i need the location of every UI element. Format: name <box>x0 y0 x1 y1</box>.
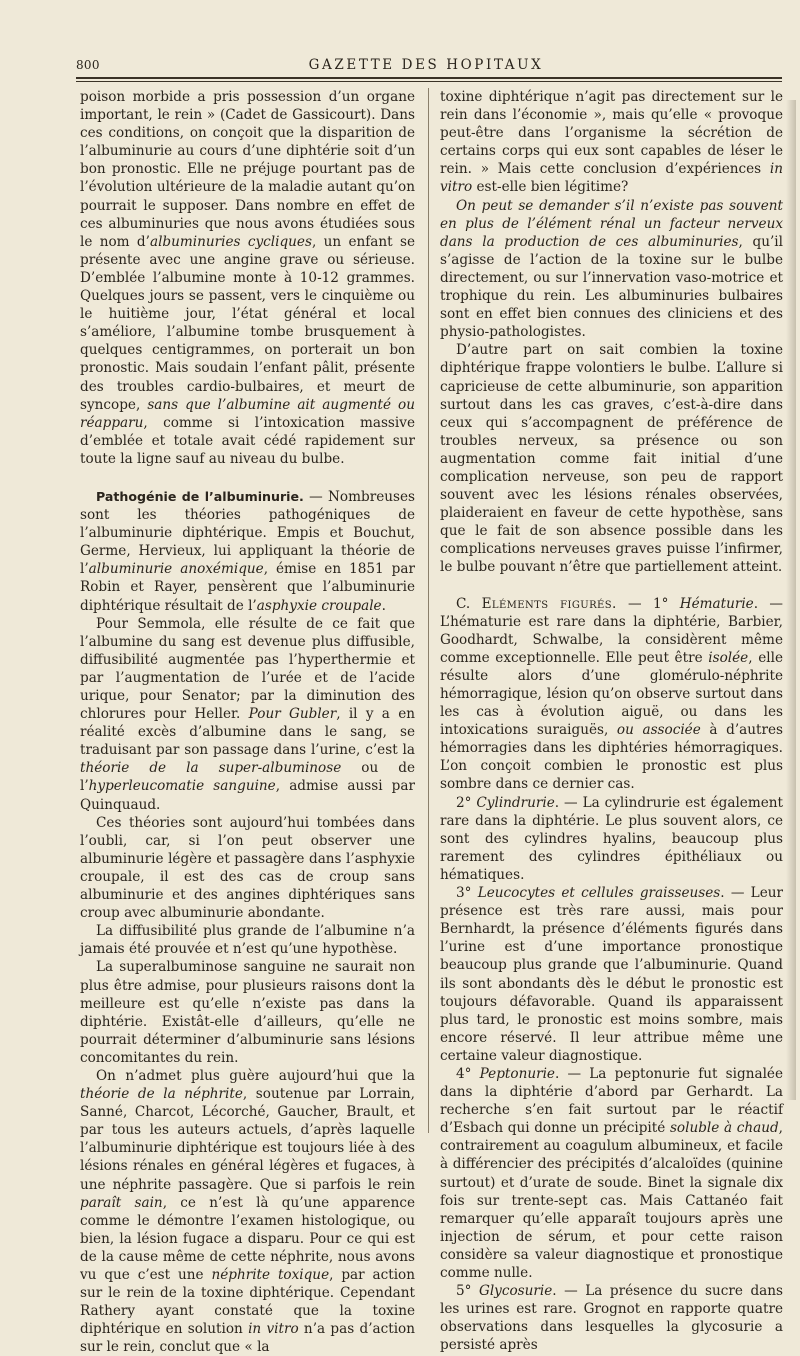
paragraph-pathogenie: Pathogénie de l’albuminurie. — Nombreuses sont les théories pathogéniques de l’albuminurie diphtérique. Empis et Bouchut, Germe, Hervieux, lui appliquant la théorie de l’albuminurie anoxémique, émise en 1851 par Robin et Rayer, pensèrent que l’albuminurie diphtérique résultait de l’asphyxie croupale. <box>80 488 415 614</box>
paragraph: On peut se demander s’il n’existe pas souvent en plus de l’élément rénal un facteur nerveux dans la production de ces albuminuries, qu’il s’agisse de l’action de la toxine sur le bulbe directement, ou sur l’innervation vaso-motrice et trophique du rein. Les albuminuries bulbaires sont en effet bien connues des cliniciens et des physio-pathologistes. <box>440 197 783 341</box>
paragraph: 2° Cylindrurie. — La cylindrurie est également rare dans la diphtérie. Le plus souvent alors, ce sont des cylindres hyalins, beaucoup plus rarement des cylindres épithéliaux ou hématiques. <box>440 794 783 883</box>
header-rule-thick <box>76 77 782 79</box>
page-number: 800 <box>76 58 100 72</box>
right-column <box>440 88 783 1354</box>
paragraph: Ces théories sont aujourd’hui tombées dans l’oubli, car, si l’on peut observer une albuminurie légère et passagère dans l’asphyxie croupale, il est des cas de croup sans albuminurie et des angines diphtériques sans croup avec albuminurie abondante. <box>80 814 415 922</box>
left-column <box>80 88 415 1356</box>
header-rule-thin <box>76 81 782 82</box>
page-header <box>76 52 776 76</box>
section-heading: Eléments figurés. <box>481 595 617 612</box>
paragraph: toxine diphtérique n’agit pas directement sur le rein dans l’économie », mais qu’elle « provoque peut-être dans l’organisme la sécrétion de certains corps qui eux sont capables de léser le rein. » Mais cette conclusion d’expériences in vitro est-elle bien légitime? <box>440 89 783 196</box>
paragraph-elements-figures: C. Eléments figurés. — 1° Hématurie. — L’hématurie est rare dans la diphtérie, Barbier, Goodhardt, Schwalbe, la considèrent même comme exceptionnelle. Elle peut être isolée, elle résulte alors d’une glomérulo-néphrite hémorragique, lésion qu’on observe surtout dans les cas à évolution aiguë, ou dans les intoxications suraiguës, ou associée à d’autres hémorragies dans les diphtéries hémorragiques. L’on conçoit combien le pronostic est plus sombre dans ce dernier cas. <box>440 595 783 793</box>
page-edge-shadow <box>786 100 796 1100</box>
paragraph: On n’admet plus guère aujourd’hui que la théorie de la néphrite, soutenue par Lorrain, Sanné, Charcot, Lécorché, Gaucher, Brault, et par tous les auteurs actuels, d’après laquelle l’albuminurie diphtérique est toujours liée à des lésions rénales en général légères et fugaces, à une néphrite passagère. Que si parfois le rein paraît sain, ce n’est là qu’une apparence comme le démontre l’examen histologique, ou bien, la lésion fugace a disparu. Pour ce qui est de la cause même de cette néphrite, nous avons vu que c’est une néphrite toxique, par action sur le rein de la toxine diphtérique. Cependant Rathery ayant constaté que la toxine diphtérique en solution in vitro n’a pas d’action sur le rein, conclut que « la <box>80 1067 415 1356</box>
paragraph: 3° Leucocytes et cellules graisseuses. — Leur présence est très rare aussi, mais pour Bernhardt, la présence d’éléments figurés dans l’urine est d’une importance pronostique beaucoup plus grande que l’albuminurie. Quand ils sont abondants dès le début le pronostic est toujours défavorable. Quand ils apparaissent plus tard, le pronostic est moins sombre, mais encore réservé. Il leur attribue même une certaine valeur diagnostique. <box>440 885 783 1064</box>
section-heading: Pathogénie de l’albuminurie. <box>96 488 304 504</box>
paragraph: La diffusibilité plus grande de l’albumine n’a jamais été prouvée et n’est qu’une hypothèse. <box>80 923 415 958</box>
paragraph: 5° Glycosurie. — La présence du sucre dans les urines est rare. Grognot en rapporte quatre observations dans lesquelles la glycosurie a persisté après <box>440 1283 783 1354</box>
column-divider <box>428 88 429 1133</box>
paragraph: La superalbuminose sanguine ne saurait non plus être admise, pour plusieurs raisons dont la meilleure est qu’elle n’existe pas dans la diphtérie. Existât-elle d’ailleurs, qu’elle ne pourrait déterminer d’albuminurie sans lésions concomitantes du rein. <box>80 959 415 1066</box>
journal-title: GAZETTE DES HOPITAUX <box>308 57 544 73</box>
paragraph: 4° Peptonurie. — La peptonurie fut signalée dans la diphtérie d’abord par Gerhardt. La recherche s’en fait surtout par le réactif d’Esbach qui donne un précipité soluble à chaud, contrairement au coagulum albumineux, et facile à différencier des précipités d’alcaloïdes (quinine surtout) et d’urate de soude. Binet la signale dix fois sur trente-sept cas. Mais Cattanéo fait remarquer qu’elle apparaît toujours après une injection de sérum, et pour cette raison considère sa valeur diagnostique et pronostique comme nulle. <box>440 1065 783 1281</box>
paragraph: D’autre part on sait combien la toxine diphtérique frappe volontiers le bulbe. L’allure si capricieuse de cette albuminurie, son apparition surtout dans les cas graves, c’est-à-dire dans ceux qui s’accompagnent de préférence de troubles nerveux, sa présence ou son augmentation comme fait initial d’une complication nerveuse, son peu de rapport souvent avec les lésions rénales observées, plaideraient en faveur de cette hypothèse, sans que le fait de son absence possible dans les complications nerveuses graves puisse l’infirmer, le bulbe pouvant n’être que partiellement atteint. <box>440 342 783 576</box>
paragraph: poison morbide a pris possession d’un organe important, le rein » (Cadet de Gassicourt). Dans ces conditions, on conçoit que la disparition de l’albuminurie au cours d’une diphtérie soit d’un bon pronostic. Elle ne préjuge pourtant pas de l’évolution ultérieure de la maladie autant qu’on pourrait le supposer. Dans nombre en effet de ces albuminuries que nous avons étudiées sous le nom d’albuminuries cycliques, un enfant se présente avec une angine grave ou sérieuse. D’emblée l’albumine monte à 10-12 grammes. Quelques jours se passent, vers le cinquième ou le huitième jour, l’état général et local s’améliore, l’albumine tombe brusquement à quelques centigrammes, on porterait un bon pronostic. Mais soudain l’enfant pâlit, présente des troubles cardio-bulbaires, et meurt de syncope, sans que l’albumine ait augmenté ou réapparu, comme si l’intoxication massive d’emblée et totale avait cédé rapidement sur toute la ligne sauf au niveau du bulbe. <box>80 89 416 467</box>
paragraph: Pour Semmola, elle résulte de ce fait que l’albumine du sang est devenue plus diffusible, diffusibilité augmentée pas l’hyperthermie et par l’augmentation de l’urée et de l’acide urique, pour Senator; par la diminution des chlorures pour Heller. Pour Gubler, il y a en réalité excès d’albumine dans le sang, se traduisant par son passage dans l’urine, c’est la théorie de la super-albuminose ou de l’hyperleucomatie sanguine, admise aussi par Quinquaud. <box>80 615 416 813</box>
